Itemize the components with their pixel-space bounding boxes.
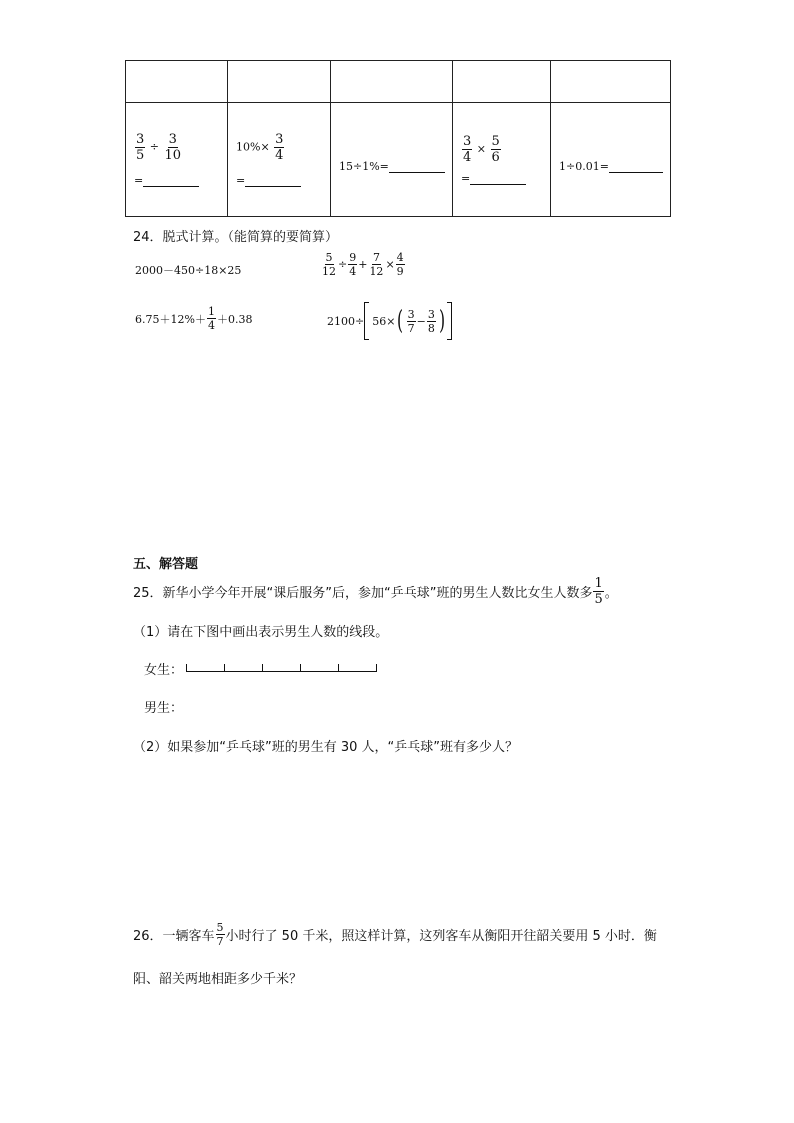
operator: × <box>476 142 486 155</box>
fraction: $\frac{1}{5}$ <box>594 576 603 607</box>
answer-blank[interactable] <box>245 174 301 187</box>
right-bracket <box>447 302 452 340</box>
q25-part2: （2）如果参加“乒乓球”班的男生有 30 人，“乒乓球”班有多少人？ <box>133 740 519 755</box>
punctuation: 。 <box>604 586 618 601</box>
fraction: $\frac{5}{12}$ <box>322 251 336 278</box>
q24-expression-1: 2000－450÷18×25 <box>135 264 242 277</box>
calc-table <box>125 60 671 217</box>
fraction: $\frac{7}{12}$ <box>369 251 384 278</box>
girls-segment <box>186 662 378 674</box>
fraction: $\frac{3}{4}$ <box>463 133 472 165</box>
answer-blank[interactable] <box>609 160 663 173</box>
equals: = <box>236 173 246 187</box>
table-cell <box>453 103 551 217</box>
fraction: $\frac{3}{10}$ <box>164 131 182 163</box>
operator: ÷ <box>149 140 159 153</box>
answer-blank[interactable] <box>389 160 445 173</box>
expression-text: 2100÷ <box>327 314 365 328</box>
q25-stem: 25．新华小学今年开展“课后服务”后，参加“乒乓球”班的男生人数比女生人数多 <box>133 586 593 601</box>
fraction: $\frac{4}{9}$ <box>396 251 404 278</box>
expression-text: ＋0.38 <box>216 312 253 326</box>
operator: − <box>416 314 426 328</box>
table-cell <box>126 103 228 217</box>
fraction: $\frac{3}{5}$ <box>136 131 145 163</box>
table-row <box>126 103 671 217</box>
right-paren: ) <box>438 306 445 336</box>
table-cell <box>331 103 453 217</box>
left-bracket <box>364 302 369 340</box>
q24-expression-3 <box>135 306 252 331</box>
table-cell <box>228 103 331 217</box>
fraction: $\frac{5}{6}$ <box>491 133 500 165</box>
q26-stem-cont: 小时行了 50 千米，照这样计算，这列客车从衡阳开往韶关要用 5 小时．衡 <box>225 929 657 944</box>
fraction: $\frac{3}{7}$ <box>407 307 415 335</box>
q26-text <box>133 922 657 947</box>
equals: = <box>134 173 144 187</box>
boys-label: 男生： <box>144 701 184 716</box>
q24-title: 24．脱式计算。（能简算的要简算） <box>133 230 339 245</box>
q24-expression-4 <box>327 302 452 340</box>
girls-label: 女生： <box>144 663 184 678</box>
expression-text: 1÷0.01= <box>559 160 609 173</box>
expression-text: 56× <box>372 314 396 328</box>
table-cell <box>331 61 453 103</box>
expression-text: 15÷1%= <box>339 160 389 173</box>
fraction: $\frac{9}{4}$ <box>349 251 357 278</box>
table-cell <box>453 61 551 103</box>
q25-text <box>133 577 618 606</box>
expression-text: 10%× <box>236 140 270 153</box>
answer-blank[interactable] <box>143 174 199 187</box>
left-paren: ( <box>397 306 404 336</box>
table-cell <box>228 61 331 103</box>
operator: × <box>385 258 395 271</box>
fraction: $\frac{1}{4}$ <box>207 305 215 332</box>
table-cell <box>551 103 671 217</box>
q24-expression-2 <box>320 252 406 277</box>
section-title: 五、解答题 <box>133 557 199 572</box>
q26-line2: 阳、韶关两地相距多少千米？ <box>133 972 303 987</box>
fraction: $\frac{3}{4}$ <box>275 131 284 163</box>
q25-part1: （1）请在下图中画出表示男生人数的线段。 <box>133 625 389 640</box>
table-cell <box>551 61 671 103</box>
q26-stem: 26．一辆客车 <box>133 929 215 944</box>
fraction: $\frac{5}{7}$ <box>216 921 224 948</box>
equals: = <box>461 171 471 185</box>
fraction: $\frac{3}{8}$ <box>427 307 435 335</box>
table-cell <box>126 61 228 103</box>
answer-blank[interactable] <box>470 172 526 185</box>
table-row <box>126 61 671 103</box>
expression-text: 6.75＋12%＋ <box>135 312 206 326</box>
operator: + <box>358 258 368 271</box>
operator: ÷ <box>338 258 348 271</box>
